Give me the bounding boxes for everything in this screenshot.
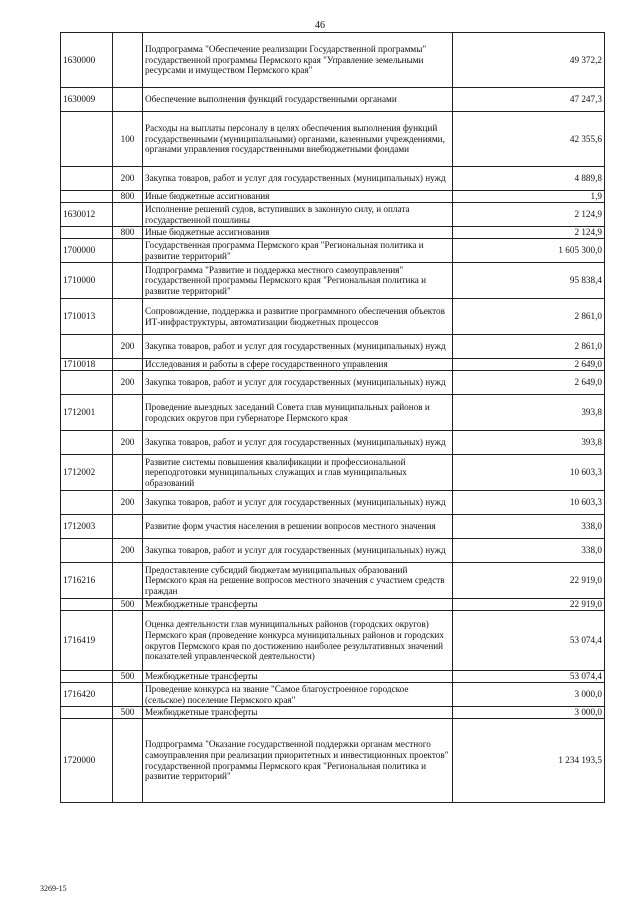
- row-expense-type: [113, 263, 143, 299]
- budget-table-body: [61, 33, 605, 803]
- row-expense-type: 800: [113, 227, 143, 239]
- row-name: Проведение выездных заседаний Совета глав муниципальных районов и городских округов при губернаторе Пермского края: [143, 395, 453, 431]
- row-expense-type: [113, 683, 143, 707]
- table-row: [61, 33, 605, 88]
- row-code: [61, 599, 113, 611]
- row-code: [61, 112, 113, 167]
- row-name: Закупка товаров, работ и услуг для государственных (муниципальных) нужд: [143, 371, 453, 395]
- row-expense-type: 200: [113, 491, 143, 515]
- row-code: 1712002: [61, 455, 113, 491]
- row-expense-type: 500: [113, 707, 143, 719]
- table-row: [61, 395, 605, 431]
- row-code: [61, 539, 113, 563]
- table-row: [61, 455, 605, 491]
- row-code: [61, 431, 113, 455]
- row-amount: 2 649,0: [453, 371, 605, 395]
- row-code: [61, 491, 113, 515]
- row-code: [61, 707, 113, 719]
- row-amount: 338,0: [453, 515, 605, 539]
- table-row: [61, 719, 605, 803]
- row-expense-type: 800: [113, 191, 143, 203]
- row-amount: 2 649,0: [453, 359, 605, 371]
- row-code: 1710000: [61, 263, 113, 299]
- row-name: Иные бюджетные ассигнования: [143, 227, 453, 239]
- row-name: Подпрограмма "Развитие и поддержка местного самоуправления" государственной программы Пермского края "Региональная политика и развитие территорий": [143, 263, 453, 299]
- table-row: [61, 671, 605, 683]
- row-amount: 42 355,6: [453, 112, 605, 167]
- row-expense-type: [113, 611, 143, 671]
- row-expense-type: [113, 33, 143, 88]
- table-row: [61, 491, 605, 515]
- row-name: Развитие форм участия населения в решении вопросов местного значения: [143, 515, 453, 539]
- row-amount: 2 861,0: [453, 299, 605, 335]
- row-code: 1712003: [61, 515, 113, 539]
- row-expense-type: [113, 359, 143, 371]
- row-amount: 2 861,0: [453, 335, 605, 359]
- row-expense-type: [113, 563, 143, 599]
- row-expense-type: 200: [113, 371, 143, 395]
- row-amount: 10 603,3: [453, 455, 605, 491]
- table-row: [61, 227, 605, 239]
- row-amount: 49 372,2: [453, 33, 605, 88]
- row-name: Межбюджетные трансферты: [143, 671, 453, 683]
- footer-code: 3269-15: [40, 884, 67, 893]
- row-expense-type: [113, 395, 143, 431]
- row-amount: 3 000,0: [453, 683, 605, 707]
- row-name: Подпрограмма "Обеспечение реализации Государственной программы" государственной программы Пермского края "Управление земельными ресурсами и имуществом Пермского края": [143, 33, 453, 88]
- row-name: Закупка товаров, работ и услуг для государственных (муниципальных) нужд: [143, 167, 453, 191]
- row-code: 1700000: [61, 239, 113, 263]
- row-amount: 2 124,9: [453, 203, 605, 227]
- row-expense-type: [113, 299, 143, 335]
- row-name: Подпрограмма "Оказание государственной поддержки органам местного самоуправления при реализации приоритетных и инвестиционных проектов" государственной программы Пермского края "Региональная политика и развитие территорий": [143, 719, 453, 803]
- row-expense-type: 500: [113, 599, 143, 611]
- budget-table: [60, 32, 605, 803]
- row-expense-type: [113, 239, 143, 263]
- row-expense-type: [113, 203, 143, 227]
- row-expense-type: 200: [113, 431, 143, 455]
- row-name: Закупка товаров, работ и услуг для государственных (муниципальных) нужд: [143, 335, 453, 359]
- row-name: Предоставление субсидий бюджетам муниципальных образований Пермского края на решение вопросов местного значения с участием средств граждан: [143, 563, 453, 599]
- row-code: [61, 227, 113, 239]
- row-amount: 22 919,0: [453, 563, 605, 599]
- table-row: [61, 371, 605, 395]
- row-amount: 338,0: [453, 539, 605, 563]
- row-expense-type: 100: [113, 112, 143, 167]
- row-name: Иные бюджетные ассигнования: [143, 191, 453, 203]
- table-row: [61, 88, 605, 112]
- row-expense-type: 200: [113, 167, 143, 191]
- row-name: Закупка товаров, работ и услуг для государственных (муниципальных) нужд: [143, 491, 453, 515]
- row-expense-type: [113, 455, 143, 491]
- row-code: [61, 191, 113, 203]
- row-code: 1716216: [61, 563, 113, 599]
- row-amount: 393,8: [453, 395, 605, 431]
- table-row: [61, 599, 605, 611]
- table-row: [61, 167, 605, 191]
- row-name: Исследования и работы в сфере государственного управления: [143, 359, 453, 371]
- table-row: [61, 431, 605, 455]
- row-code: 1630012: [61, 203, 113, 227]
- row-code: 1630000: [61, 33, 113, 88]
- table-row: [61, 683, 605, 707]
- table-row: [61, 539, 605, 563]
- table-row: [61, 335, 605, 359]
- row-name: Закупка товаров, работ и услуг для государственных (муниципальных) нужд: [143, 431, 453, 455]
- row-amount: 1 234 193,5: [453, 719, 605, 803]
- page-number: 46: [315, 20, 325, 31]
- row-code: 1716419: [61, 611, 113, 671]
- row-amount: 10 603,3: [453, 491, 605, 515]
- row-name: Государственная программа Пермского края "Региональная политика и развитие территорий": [143, 239, 453, 263]
- row-code: 1720000: [61, 719, 113, 803]
- row-code: [61, 671, 113, 683]
- row-amount: 1,9: [453, 191, 605, 203]
- row-expense-type: [113, 515, 143, 539]
- row-code: [61, 167, 113, 191]
- row-expense-type: 500: [113, 671, 143, 683]
- row-name: Сопровождение, поддержка и развитие программного обеспечения объектов ИТ-инфраструктуры, автоматизации бюджетных процессов: [143, 299, 453, 335]
- row-amount: 3 000,0: [453, 707, 605, 719]
- table-row: [61, 203, 605, 227]
- row-code: 1710013: [61, 299, 113, 335]
- table-row: [61, 515, 605, 539]
- row-amount: 1 605 300,0: [453, 239, 605, 263]
- row-amount: 4 889,8: [453, 167, 605, 191]
- table-row: [61, 563, 605, 599]
- row-code: 1712001: [61, 395, 113, 431]
- row-name: Межбюджетные трансферты: [143, 707, 453, 719]
- row-name: Расходы на выплаты персоналу в целях обеспечения выполнения функций государственными (муниципальными) органами, казенными учреждениями, органами управления государственными внебюджетными фондами: [143, 112, 453, 167]
- table-row: [61, 191, 605, 203]
- table-row: [61, 707, 605, 719]
- table-row: [61, 112, 605, 167]
- row-expense-type: 200: [113, 539, 143, 563]
- row-amount: 393,8: [453, 431, 605, 455]
- row-name: Развитие системы повышения квалификации и профессиональной переподготовки муниципальных служащих и глав муниципальных образований: [143, 455, 453, 491]
- row-expense-type: 200: [113, 335, 143, 359]
- row-expense-type: [113, 719, 143, 803]
- row-code: [61, 371, 113, 395]
- row-code: 1710018: [61, 359, 113, 371]
- row-amount: 53 074,4: [453, 611, 605, 671]
- row-amount: 95 838,4: [453, 263, 605, 299]
- row-name: Межбюджетные трансферты: [143, 599, 453, 611]
- row-code: 1630009: [61, 88, 113, 112]
- row-name: Закупка товаров, работ и услуг для государственных (муниципальных) нужд: [143, 539, 453, 563]
- row-amount: 2 124,9: [453, 227, 605, 239]
- row-name: Проведение конкурса на звание "Самое благоустроенное городское (сельское) поселение Пермского края": [143, 683, 453, 707]
- row-name: Исполнение решений судов, вступивших в законную силу, и оплата государственной пошлины: [143, 203, 453, 227]
- table-row: [61, 299, 605, 335]
- row-name: Обеспечение выполнения функций государственными органами: [143, 88, 453, 112]
- row-code: 1716420: [61, 683, 113, 707]
- table-row: [61, 359, 605, 371]
- row-amount: 47 247,3: [453, 88, 605, 112]
- table-row: [61, 611, 605, 671]
- row-code: [61, 335, 113, 359]
- row-name: Оценка деятельности глав муниципальных районов (городских округов) Пермского края (проведение конкурса муниципальных районов и городских округов Пермского края по достижению наиболее результативных значений показателей управленческой деятельности): [143, 611, 453, 671]
- table-row: [61, 263, 605, 299]
- row-amount: 22 919,0: [453, 599, 605, 611]
- table-row: [61, 239, 605, 263]
- row-expense-type: [113, 88, 143, 112]
- row-amount: 53 074,4: [453, 671, 605, 683]
